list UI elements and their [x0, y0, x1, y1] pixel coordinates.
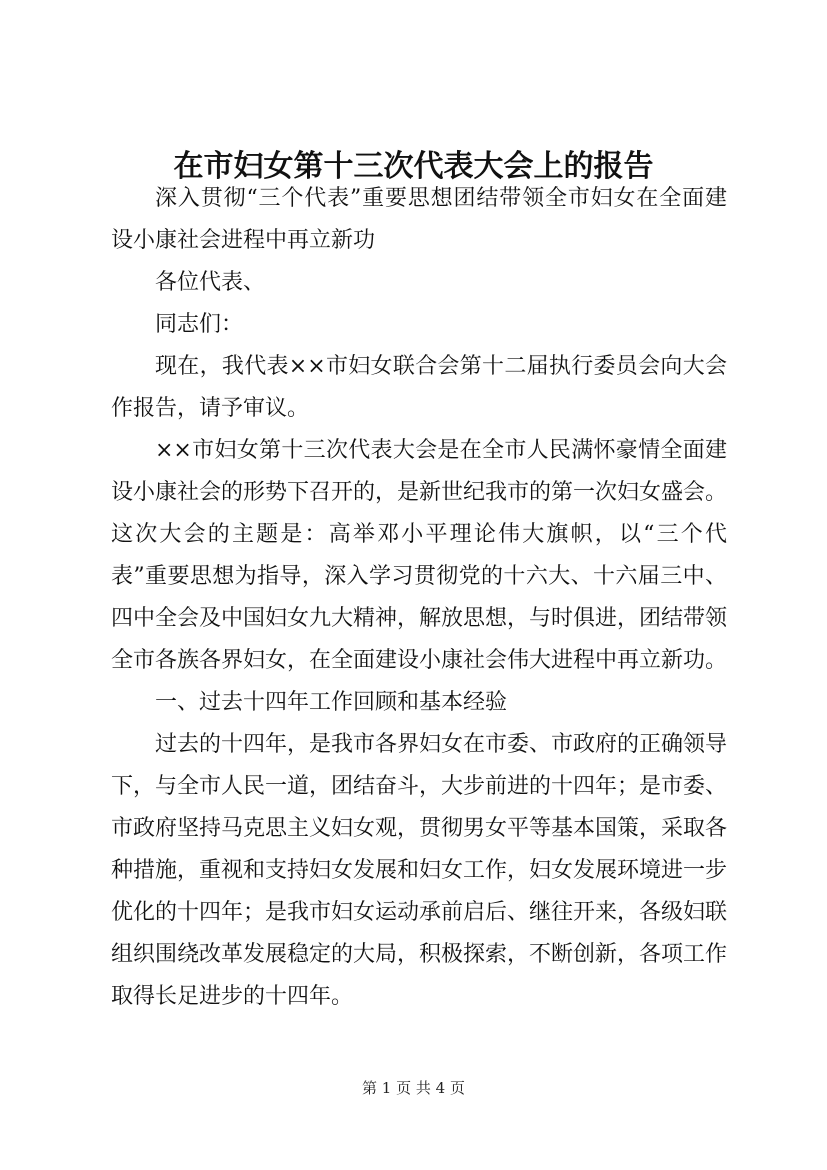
page-footer	[0, 1078, 827, 1098]
salutation-paragraph: 各位代表、	[155, 270, 266, 295]
salutation-paragraph: 同志们：	[155, 312, 244, 337]
page-number-label: 第 1 页 共 4 页	[362, 1079, 465, 1097]
body-paragraph: 过去的十四年，是我市各界妇女在市委、市政府的正确领导下，与全市人民一道，团结奋斗，大步前进的十四年；是市委、市政府坚持马克思主义妇女观，贯彻男女平等基本国策，采取各种措施，重视和支持妇女发展和妇女工作，妇女发展环境进一步优化的十四年；是我市妇女运动承前启后、继往开来，各级妇联组织围绕改革发展稳定的大局，积极探索，不断创新，各项工作取得长足进步的十四年。	[111, 732, 728, 1009]
section-heading: 一、过去十四年工作回顾和基本经验	[155, 690, 508, 715]
document-body	[111, 178, 727, 1018]
body-paragraph: 现在，我代表××市妇女联合会第十二届执行委员会向大会作报告，请予审议。	[111, 354, 727, 421]
document-title: 在市妇女第十三次代表大会上的报告	[173, 149, 654, 184]
body-paragraph: ××市妇女第十三次代表大会是在全市人民满怀豪情全面建设小康社会的形势下召开的，是新世纪我市的第一次妇女盛会。这次大会的主题是：高举邓小平理论伟大旗帜，以“三个代表”重要思想为指导，深入学习贯彻党的十六大、十六届三中、四中全会及中国妇女九大精神，解放思想，与时俱进，团结带领全市各族各界妇女，在全面建设小康社会伟大进程中再立新功。	[111, 438, 728, 673]
subtitle-paragraph: 深入贯彻“三个代表”重要思想团结带领全市妇女在全面建设小康社会进程中再立新功	[111, 186, 727, 253]
